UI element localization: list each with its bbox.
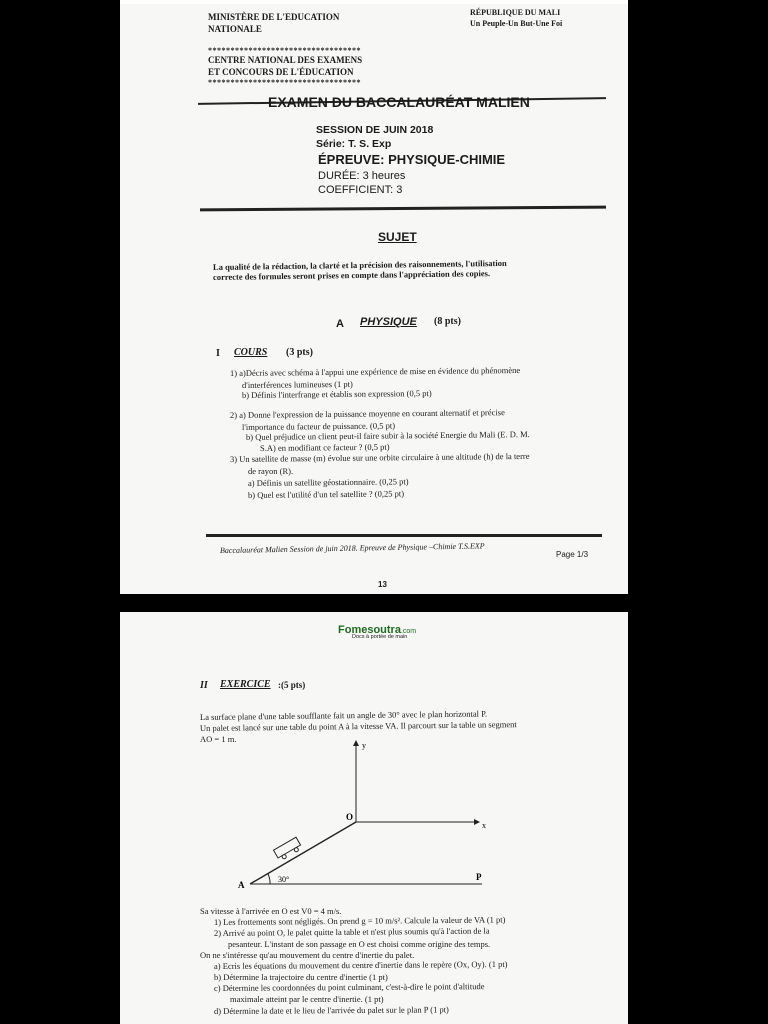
cours-title: COURS <box>234 347 268 358</box>
duree-label: DURÉE: 3 heures <box>318 170 406 182</box>
angle-label: 30° <box>278 875 290 884</box>
serie-label: Série: T. S. Exp <box>316 138 392 150</box>
question-line: Sa vitesse à l'arrivée en O est V0 = 4 m/s. <box>200 906 342 916</box>
exercice-intro-line: Un palet est lancé sur une table du point A à la vitesse VA. Il parcourt sur la table un segment <box>199 719 517 733</box>
point-o-label: O <box>346 812 354 822</box>
logo-tagline: Docs à portée de main <box>352 634 408 640</box>
question-line: b) Définis l'interfrange et établis son expression (0,5 pt) <box>241 388 432 400</box>
question-line: pesanteur. L'instant de son passage en O est choisi comme origine des temps. <box>228 939 491 949</box>
cours-number: I <box>216 348 220 359</box>
exercise-figure <box>220 738 500 898</box>
logo-suffix: .com <box>400 628 417 635</box>
question-line: maximale atteint par le centre d'inertie. (1 pt) <box>230 994 384 1004</box>
point-a-label: A <box>238 880 245 890</box>
page-number: 13 <box>378 580 387 589</box>
centre-line-2: ET CONCOURS DE L'ÉDUCATION <box>208 67 354 77</box>
question-line: d) Détermine la date et le lieu de l'arrivée du palet sur le plan P (1 pt) <box>213 1004 449 1016</box>
question-line: 1) Les frottements sont négligés. On prend g = 10 m/s². Calcule la valeur de VA (1 pt) <box>213 914 506 927</box>
intro-line-1: La qualité de la rédaction, la clarté et la précision des raisonnements, l'utilisation <box>212 257 507 272</box>
header-rule-bottom <box>200 206 606 212</box>
page-label: Page 1/3 <box>556 550 589 559</box>
exercice-points: :(5 pts) <box>278 680 306 690</box>
question-line: b) Détermine la trajectoire du centre d'inertie (1 pt) <box>214 972 388 982</box>
part-points: (8 pts) <box>434 316 461 327</box>
question-line: l'importance du facteur de puissance. (0,5 pt) <box>241 420 396 432</box>
question-line: d'interférences lumineuses (1 pt) <box>241 378 353 390</box>
document-page-2 <box>120 612 628 1024</box>
exercice-title: EXERCICE <box>220 679 271 690</box>
inclined-table <box>250 822 356 884</box>
left-black-border <box>0 0 120 1024</box>
footer-text: Baccalauréat Malien Session de juin 2018. Epreuve de Physique –Chimie T.S.EXP <box>219 541 485 555</box>
stars-line-1: ********************************** <box>208 46 361 55</box>
question-line: de rayon (R). <box>248 466 294 476</box>
session-label: SESSION DE JUIN 2018 <box>316 124 434 136</box>
epreuve-label: ÉPREUVE: PHYSIQUE-CHIMIE <box>318 152 506 167</box>
exercice-intro-line: AO = 1 m. <box>200 734 237 744</box>
question-line: 2) Arrivé au point O, le palet quitte la table et n'est plus soumis qu'à l'action de la <box>213 925 490 938</box>
ministry-line-1: MINISTÈRE DE L'EDUCATION <box>208 12 340 22</box>
question-line: a) Ecris les équations du mouvement du centre d'inertie dans le repère (Ox, Oy). (1 pt) <box>213 958 508 971</box>
motto-label: Un Peuple-Un But-Une Foi <box>470 19 563 28</box>
document-page-1 <box>120 4 628 594</box>
question-line: 2) a) Donne l'expression de la puissance moyenne en courant alternatif et précise <box>229 407 505 420</box>
ministry-line-2: NATIONALE <box>208 24 262 34</box>
part-title: PHYSIQUE <box>360 316 417 328</box>
exercice-intro-line: La surface plane d'une table soufflante fait un angle de 30° avec le plan horizontal P. <box>199 708 488 722</box>
question-line: S.A) en modifiant ce facteur ? (0,5 pt) <box>259 441 390 453</box>
y-axis-arrow <box>353 740 359 746</box>
centre-line-1: CENTRE NATIONAL DES EXAMENS <box>208 55 363 65</box>
question-line: b) Quel est l'utilité d'un tel satellite ? (0,25 pt) <box>247 488 405 500</box>
y-axis-label: y <box>362 741 366 750</box>
logo-text: Fomesoutra <box>338 624 401 636</box>
question-line: 3) Un satellite de masse (m) évolue sur une orbite circulaire à une altitude (h) de la terre <box>229 450 530 464</box>
x-axis-label: x <box>482 821 486 830</box>
coefficient-label: COEFFICIENT: 3 <box>318 184 403 196</box>
x-axis-arrow <box>474 819 480 825</box>
question-line: a) Définis un satellite géostationnaire. (0,25 pt) <box>247 476 409 488</box>
page-separator <box>120 594 628 612</box>
republic-label: RÉPUBLIQUE DU MALI <box>470 8 561 17</box>
exercice-number: II <box>200 680 208 691</box>
sujet-heading: SUJET <box>378 230 417 244</box>
question-line: b) Quel préjudice un client peut-il faire subir à la société Energie du Mali (E. D. M. <box>245 429 530 442</box>
stars-line-2: ********************************** <box>208 78 361 87</box>
footer-rule <box>206 534 602 537</box>
question-line: c) Détermine les coordonnées du point culminant, c'est-à-dire le point d'altitude <box>213 981 485 993</box>
plane-p-label: P <box>476 872 482 882</box>
question-line: On ne s'intéresse qu'au mouvement du centre d'inertie du palet. <box>200 950 415 960</box>
right-black-border <box>628 0 768 1024</box>
exam-title: EXAMEN DU BACCALAURÉAT MALIEN <box>268 94 530 110</box>
palet <box>274 837 303 861</box>
question-line: 1) a)Décris avec schéma à l'appui une expérience de mise en évidence du phénomène <box>229 364 521 378</box>
part-letter: A <box>336 318 344 330</box>
intro-line-2: correcte des formules seront prises en compte dans l'appréciation des copies. <box>212 268 491 282</box>
cours-points: (3 pts) <box>286 347 313 358</box>
angle-arc <box>268 874 270 884</box>
